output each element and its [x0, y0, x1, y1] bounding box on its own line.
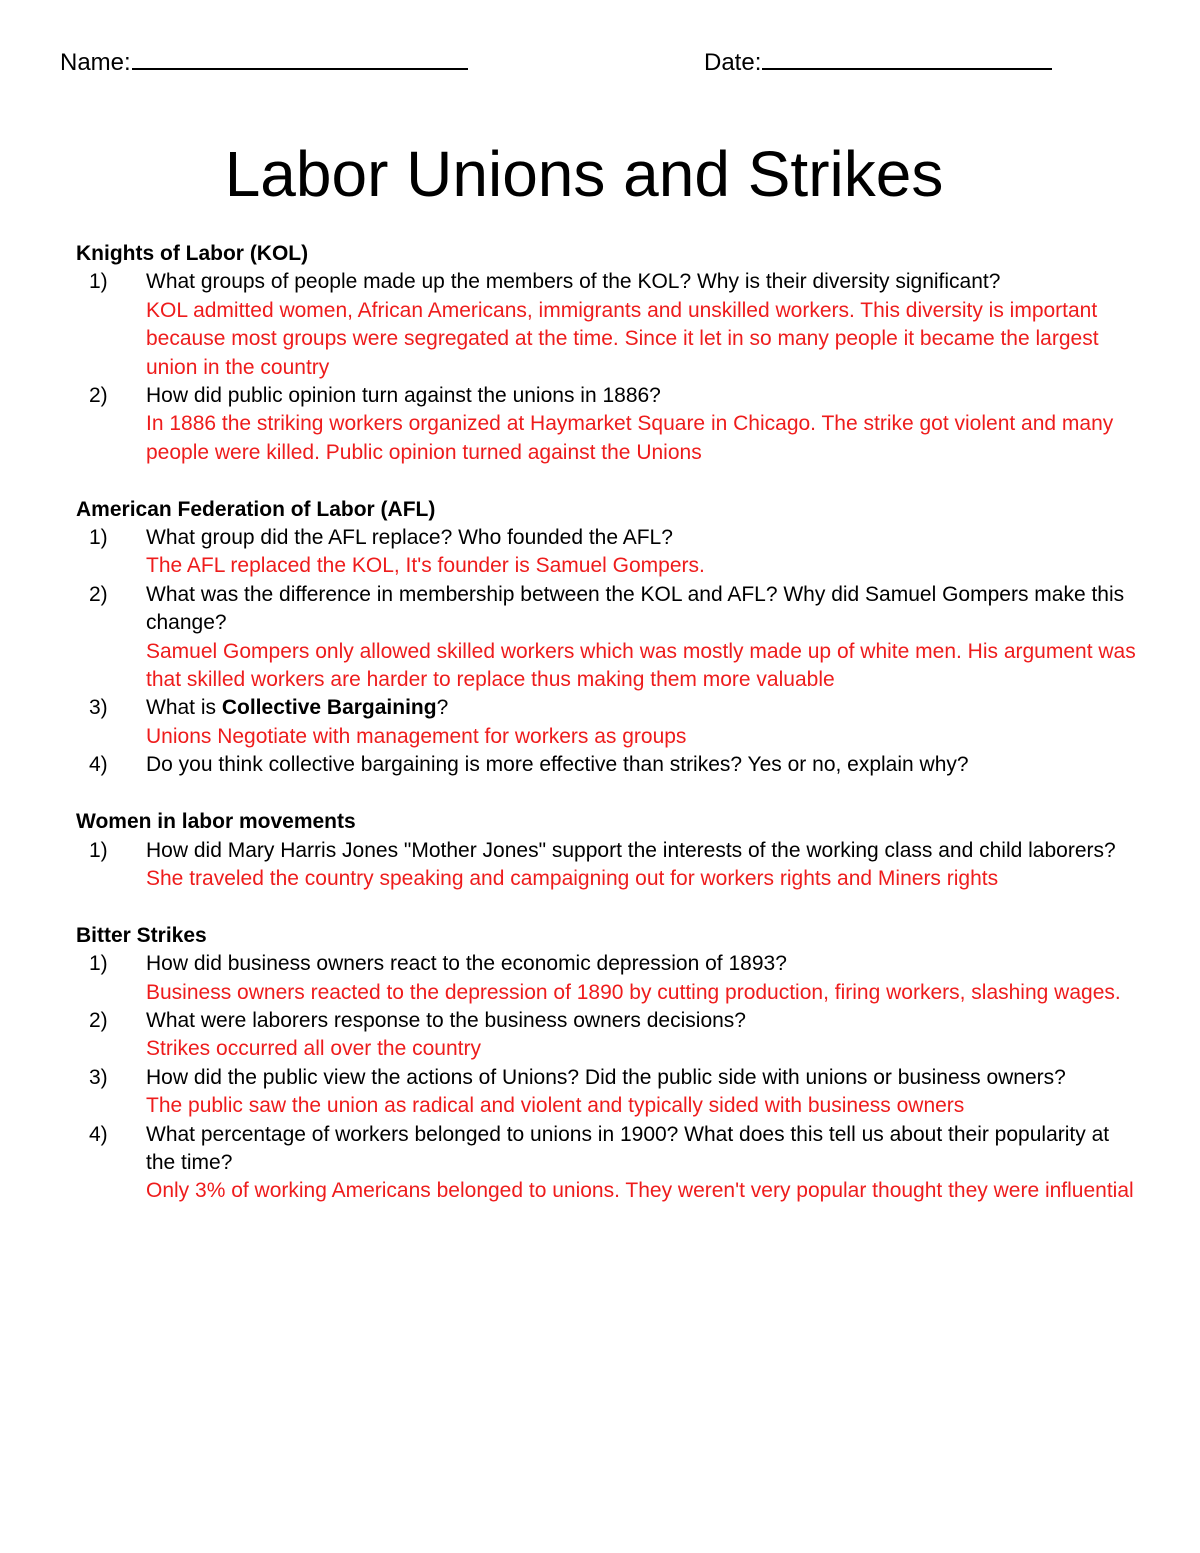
question-number: 4)	[89, 753, 108, 777]
section-bitter-strikes	[76, 922, 1136, 1206]
question-number: 1)	[89, 526, 108, 550]
question-list	[76, 524, 1136, 780]
question-list	[76, 950, 1136, 1206]
question-number: 1)	[89, 270, 108, 294]
question-number: 1)	[89, 838, 108, 862]
answer-text: Only 3% of working Americans belonged to unions. They weren't very popular thought they were influential	[146, 1179, 1134, 1203]
name-blank-line[interactable]	[132, 44, 468, 70]
answer-text: Samuel Gompers only allowed skilled workers which was mostly made up of white men. His argument was that skilled workers are harder to replace thus making them more valuable	[146, 639, 1136, 692]
question-list	[76, 268, 1136, 467]
section-heading: Bitter Strikes	[76, 923, 207, 947]
answer-text: Unions Negotiate with management for workers as groups	[146, 724, 687, 748]
section-american-federation-of-labor	[76, 496, 1136, 780]
question-number: 2)	[89, 384, 108, 408]
answer-text: Business owners reacted to the depression of 1890 by cutting production, firing workers, slashing wages.	[146, 980, 1121, 1004]
section-knights-of-labor	[76, 240, 1136, 467]
question-text: Do you think collective bargaining is more effective than strikes? Yes or no, explain why?	[146, 753, 969, 777]
question-number: 2)	[89, 582, 108, 606]
question-number: 3)	[89, 1065, 108, 1089]
name-field[interactable]	[60, 44, 468, 77]
question-number: 3)	[89, 696, 108, 720]
worksheet-content	[76, 240, 1136, 1234]
date-label: Date:	[704, 49, 762, 76]
answer-text: The AFL replaced the KOL, It's founder is Samuel Gompers.	[146, 554, 705, 578]
question-text: What were laborers response to the business owners decisions?	[146, 1008, 746, 1032]
question-item	[76, 751, 1136, 779]
question-text-prefix: What is	[146, 696, 222, 720]
question-item	[76, 837, 1136, 894]
question-text-suffix: ?	[436, 696, 449, 720]
question-item	[76, 382, 1136, 467]
question-list	[76, 837, 1136, 894]
question-text: What group did the AFL replace? Who founded the AFL?	[146, 526, 673, 550]
page-title: Labor Unions and Strikes	[224, 138, 944, 210]
section-women-in-labor-movements	[76, 808, 1136, 893]
date-blank-line[interactable]	[762, 44, 1052, 70]
question-item	[76, 1007, 1136, 1064]
question-item	[76, 694, 1136, 751]
question-text: What was the difference in membership between the KOL and AFL? Why did Samuel Gompers make this change?	[146, 582, 1125, 635]
question-item	[76, 581, 1136, 695]
answer-text: She traveled the country speaking and campaigning out for workers rights and Miners rights	[146, 866, 999, 890]
section-heading: American Federation of Labor (AFL)	[76, 497, 436, 521]
question-text: How did business owners react to the economic depression of 1893?	[146, 952, 787, 976]
question-item	[76, 1064, 1136, 1121]
answer-text: The public saw the union as radical and violent and typically sided with business owners	[146, 1094, 965, 1118]
section-heading: Knights of Labor (KOL)	[76, 242, 309, 265]
question-text: How did the public view the actions of Unions? Did the public side with unions or business owners?	[146, 1065, 1066, 1089]
question-item	[76, 524, 1136, 581]
question-text	[146, 694, 1136, 722]
question-number: 2)	[89, 1008, 108, 1032]
name-label: Name:	[60, 49, 131, 76]
answer-text: KOL admitted women, African Americans, immigrants and unskilled workers. This diversity is important because most groups were segregated at the time. Since it let in so many people it became the largest union in the country	[146, 298, 1099, 379]
question-item	[76, 950, 1136, 1007]
question-text: How did public opinion turn against the unions in 1886?	[146, 384, 661, 408]
question-number: 4)	[89, 1122, 108, 1146]
question-item	[76, 268, 1136, 382]
question-item	[76, 1121, 1136, 1206]
date-field[interactable]	[704, 44, 1052, 77]
answer-text: In 1886 the striking workers organized at Haymarket Square in Chicago. The strike got violent and many people were killed. Public opinion turned against the Unions	[146, 412, 1114, 464]
key-term-collective-bargaining: Collective Bargaining	[221, 696, 437, 720]
question-text: What groups of people made up the members of the KOL? Why is their diversity significant?	[146, 270, 1001, 294]
question-text: How did Mary Harris Jones "Mother Jones" support the interests of the working class and child laborers?	[146, 838, 1116, 862]
question-number: 1)	[89, 952, 108, 976]
question-text: What percentage of workers belonged to unions in 1900? What does this tell us about their popularity at the time?	[146, 1122, 1110, 1174]
worksheet-header	[60, 44, 1140, 80]
section-heading: Women in labor movements	[76, 810, 356, 834]
answer-text: Strikes occurred all over the country	[146, 1037, 481, 1061]
